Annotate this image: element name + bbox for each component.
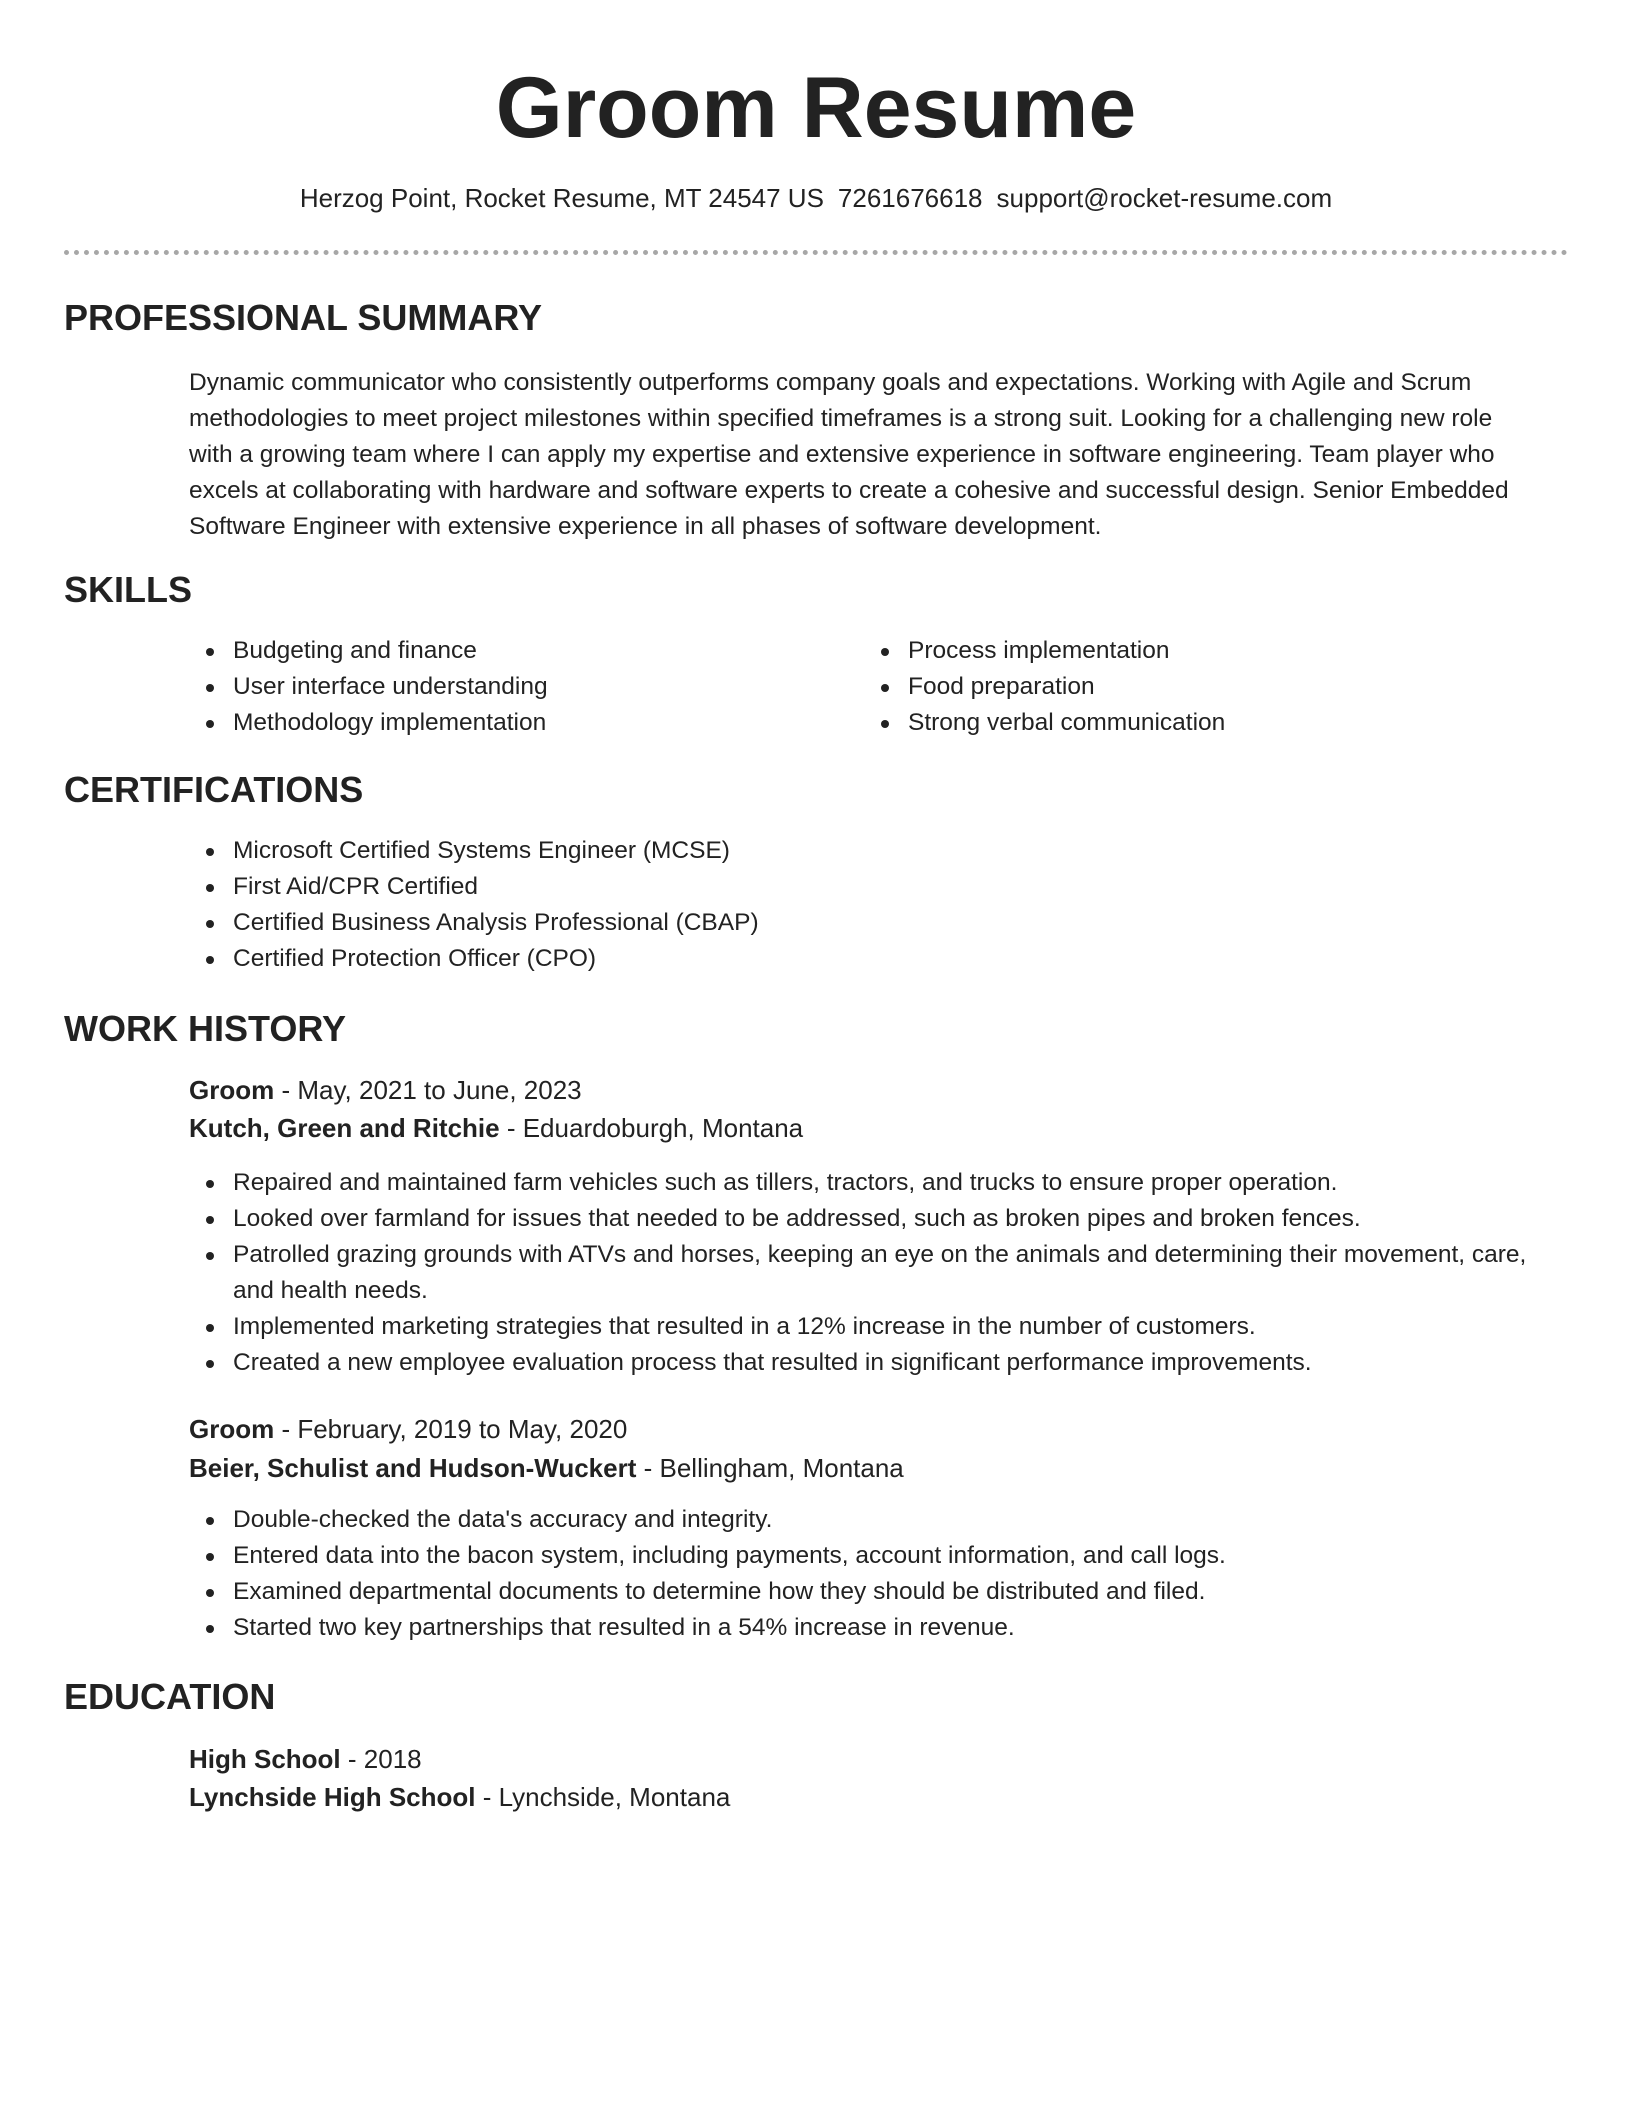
job-role: Groom xyxy=(189,1075,275,1105)
certification-item: Microsoft Certified Systems Engineer (MCSE) xyxy=(189,833,1539,869)
job-bullet: Entered data into the bacon system, including payments, account information, and call logs. xyxy=(189,1538,1541,1574)
summary-text: Dynamic communicator who consistently outperforms company goals and expectations. Working with Agile and Scrum methodologies to meet project milestones within specified timeframes is a strong suit. Looking for a challenging new role with a growing team where I can apply my expertise and extensive experience in software engineering. Team player who excels at collaborating with hardware and software experts to create a cohesive and successful design. Senior Embedded Software Engineer with extensive experience in all phases of software development. xyxy=(189,369,1509,540)
job-location: Eduardoburgh, Montana xyxy=(522,1113,804,1143)
education-degree-line: High School - 2018 xyxy=(189,1744,422,1774)
contact-email[interactable]: support@rocket-resume.com xyxy=(996,183,1333,213)
certifications-list xyxy=(189,833,1539,977)
job-company-line: Kutch, Green and Ritchie - Eduardoburgh, Montana xyxy=(189,1113,804,1143)
skill-item: Strong verbal communication xyxy=(864,705,1504,741)
job-bullets xyxy=(189,1165,1541,1381)
section-title-skills: SKILLS xyxy=(64,569,193,610)
job-bullets xyxy=(189,1502,1541,1646)
job-company: Kutch, Green and Ritchie xyxy=(189,1113,500,1143)
job-company-line: Beier, Schulist and Hudson-Wuckert - Bellingham, Montana xyxy=(189,1453,904,1483)
skill-item: Food preparation xyxy=(864,669,1504,705)
certification-item: Certified Protection Officer (CPO) xyxy=(189,941,1539,977)
contact-address: Herzog Point, Rocket Resume, MT 24547 US xyxy=(299,183,824,213)
job-bullet: Repaired and maintained farm vehicles such as tillers, tractors, and trucks to ensure proper operation. xyxy=(189,1165,1541,1201)
job-location: Bellingham, Montana xyxy=(659,1453,904,1483)
job-company: Beier, Schulist and Hudson-Wuckert xyxy=(189,1453,637,1483)
skill-item: Process implementation xyxy=(864,633,1504,669)
header-divider xyxy=(64,250,1568,255)
job-bullet: Implemented marketing strategies that resulted in a 12% increase in the number of customers. xyxy=(189,1309,1541,1345)
job-title-line: Groom - May, 2021 to June, 2023 xyxy=(189,1075,582,1105)
contact-phone: 7261676618 xyxy=(837,183,983,213)
section-title-education: EDUCATION xyxy=(64,1676,276,1717)
job-bullet: Patrolled grazing grounds with ATVs and horses, keeping an eye on the animals and determining their movement, care, and health needs. xyxy=(189,1237,1541,1309)
skills-list-right xyxy=(864,633,1504,741)
skill-item: User interface understanding xyxy=(189,669,829,705)
resume-name: Groom Resume xyxy=(495,60,1137,156)
job-dates: February, 2019 to May, 2020 xyxy=(297,1414,628,1444)
certification-item: First Aid/CPR Certified xyxy=(189,869,1539,905)
education-school: Lynchside High School xyxy=(189,1782,476,1812)
job-bullet: Started two key partnerships that resulted in a 54% increase in revenue. xyxy=(189,1610,1541,1646)
job-bullet: Examined departmental documents to determine how they should be distributed and filed. xyxy=(189,1574,1541,1610)
education-school-line: Lynchside High School - Lynchside, Montana xyxy=(189,1782,731,1812)
skill-item: Budgeting and finance xyxy=(189,633,829,669)
section-title-summary: PROFESSIONAL SUMMARY xyxy=(64,297,543,338)
certification-item: Certified Business Analysis Professional (CBAP) xyxy=(189,905,1539,941)
job-title-line: Groom - February, 2019 to May, 2020 xyxy=(189,1414,628,1444)
contact-line xyxy=(0,180,1632,216)
job-bullet: Double-checked the data's accuracy and integrity. xyxy=(189,1502,1541,1538)
section-title-certifications: CERTIFICATIONS xyxy=(64,769,364,810)
job-bullet: Created a new employee evaluation process that resulted in significant performance improvements. xyxy=(189,1345,1541,1381)
job-bullet: Looked over farmland for issues that needed to be addressed, such as broken pipes and broken fences. xyxy=(189,1201,1541,1237)
skills-list-left xyxy=(189,633,829,741)
education-location: Lynchside, Montana xyxy=(498,1782,731,1812)
skill-item: Methodology implementation xyxy=(189,705,829,741)
job-role: Groom xyxy=(189,1414,275,1444)
section-title-work: WORK HISTORY xyxy=(64,1008,347,1049)
education-degree: High School xyxy=(189,1744,341,1774)
education-year: 2018 xyxy=(363,1744,422,1774)
job-dates: May, 2021 to June, 2023 xyxy=(297,1075,582,1105)
